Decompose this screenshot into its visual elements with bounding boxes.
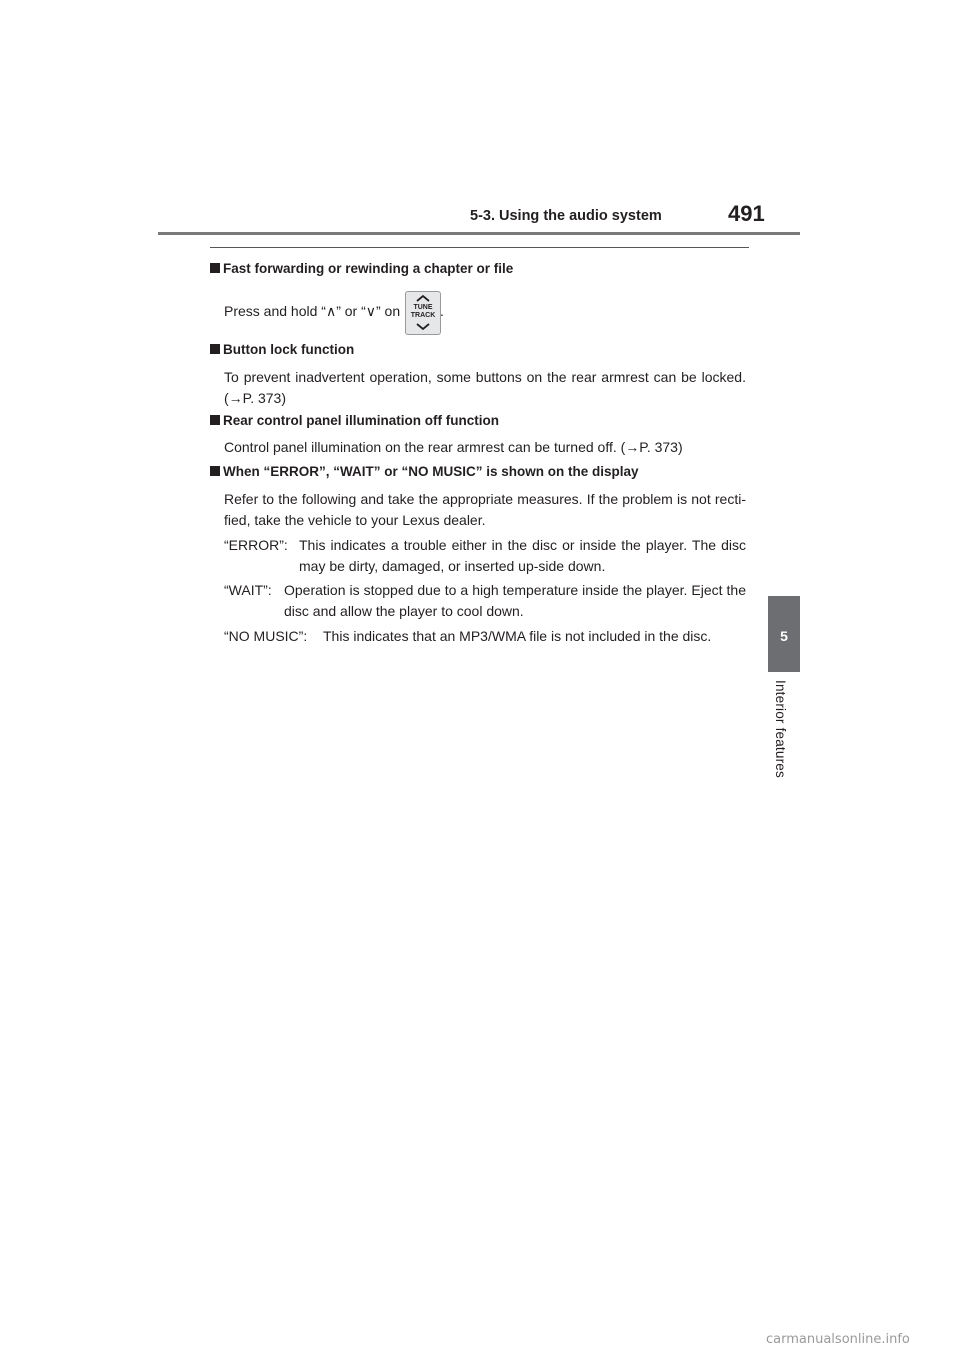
bullet-square-icon bbox=[210, 344, 220, 354]
button-lock-text-line1: To prevent inadvertent operation, some buttons on the rear armrest can be locked. bbox=[224, 369, 746, 385]
section-heading-illumination-off: Rear control panel illumination off function bbox=[210, 413, 499, 428]
bullet-square-icon bbox=[210, 263, 220, 273]
tune-track-label: TUNE TRACK bbox=[410, 304, 436, 319]
section-rule bbox=[210, 247, 749, 248]
chevron-down-icon bbox=[406, 322, 440, 332]
bullet-square-icon bbox=[210, 415, 220, 425]
fast-forward-period: . bbox=[440, 303, 444, 319]
section-heading-fast-forward: Fast forwarding or rewinding a chapter or file bbox=[210, 261, 513, 276]
section-heading-display-messages: When “ERROR”, “WAIT” or “NO MUSIC” is shown on the display bbox=[210, 464, 639, 479]
definition-wait-line1: Operation is stopped due to a high temperature inside the player. Eject the bbox=[284, 582, 746, 598]
definition-error-line2: may be dirty, damaged, or inserted up-side down. bbox=[299, 558, 606, 574]
chapter-label: Interior features bbox=[773, 680, 788, 778]
chevron-up-icon bbox=[406, 293, 440, 303]
page-number: 491 bbox=[728, 201, 765, 226]
section-heading-button-lock: Button lock function bbox=[210, 342, 354, 357]
illumination-off-text: Control panel illumination on the rear armrest can be turned off. (→P. 373) bbox=[224, 439, 683, 455]
button-lock-page-ref: (→P. 373) bbox=[224, 390, 286, 406]
watermark: carmanualsonline.info bbox=[766, 1332, 910, 1347]
definition-no-music-line1: This indicates that an MP3/WMA file is not included in the disc. bbox=[323, 628, 712, 644]
definition-term-error: “ERROR”: bbox=[224, 537, 288, 553]
running-header-title: 5-3. Using the audio system bbox=[470, 208, 662, 224]
display-messages-text-line2: fied, take the vehicle to your Lexus dealer. bbox=[224, 512, 486, 528]
bullet-square-icon bbox=[210, 466, 220, 476]
definition-wait-line2: disc and allow the player to cool down. bbox=[284, 603, 524, 619]
header-rule bbox=[158, 232, 800, 235]
tune-track-button-icon bbox=[405, 291, 441, 335]
fast-forward-instruction: Press and hold “∧” or “∨” on bbox=[224, 303, 401, 319]
definition-term-no-music: “NO MUSIC”: bbox=[224, 628, 308, 644]
definition-error-line1: This indicates a trouble either in the disc or inside the player. The disc bbox=[299, 537, 746, 553]
display-messages-text-line1: Refer to the following and take the appropriate measures. If the problem is not recti- bbox=[224, 491, 746, 507]
chapter-number: 5 bbox=[780, 628, 788, 644]
definition-term-wait: “WAIT”: bbox=[224, 582, 272, 598]
